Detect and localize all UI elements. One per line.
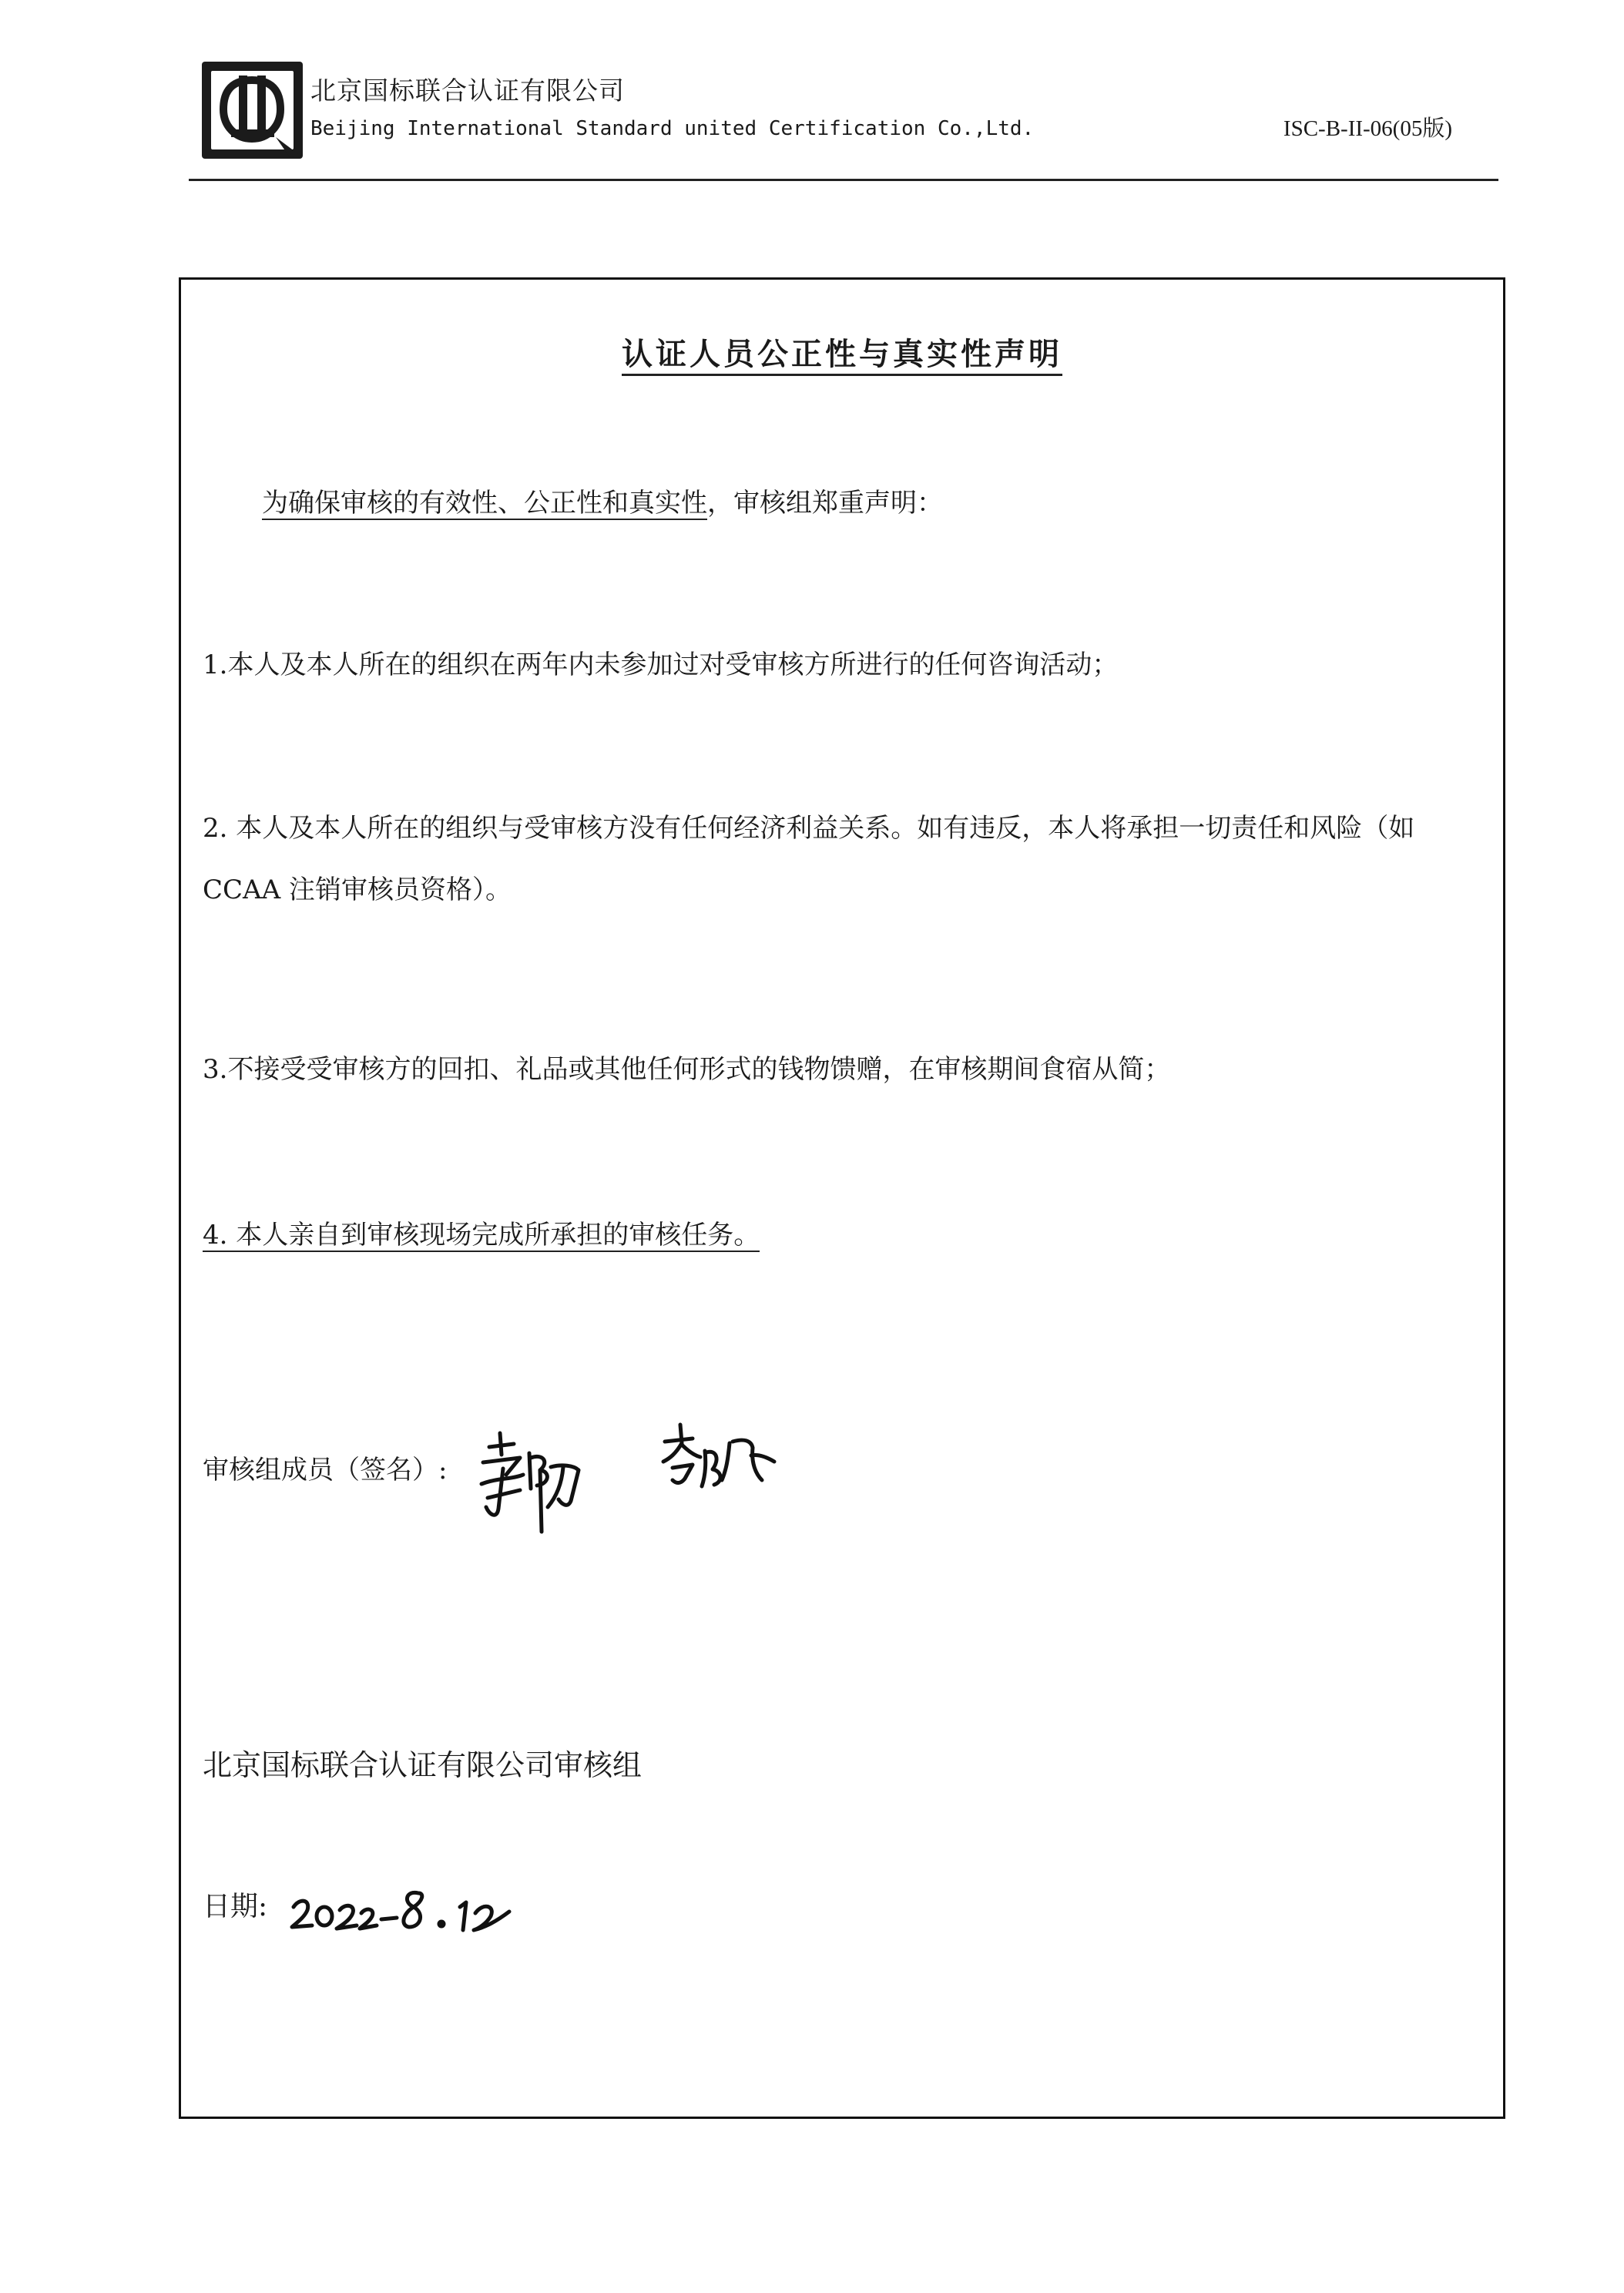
intro-paragraph [262,472,943,534]
declaration-title [181,330,1503,374]
audit-team-organization: 北京国标联合认证有限公司审核组 [203,1748,643,1782]
handwritten-signature-2 [659,1420,782,1505]
intro-rest-text: ，审核组郑重声明： [707,488,943,519]
declaration-item-1: 1.本人及本人所在的组织在两年内未参加过对受审核方所进行的任何咨询活动； [203,650,1119,680]
signature-label: 审核组成员（签名）: [203,1455,448,1486]
declaration-item-2: 2. 本人及本人所在的组织与受审核方没有任何经济利益关系。如有违反，本人将承担一切责任和风险（如 CCAA 注销审核员资格）。 [203,813,1415,905]
declaration-item-4 [203,1204,760,1266]
intro-underlined-text: 为确保审核的有效性、公正性和真实性 [262,488,707,519]
company-name-chinese: 北京国标联合认证有限公司 [310,76,625,106]
declaration-item-3: 3.不接受受审核方的回扣、礼品或其他任何形式的钱物馈赠，在审核期间食宿从简； [203,1054,1171,1085]
date-label: 日期: [203,1891,268,1922]
company-name-english: Beijing International Standard united Certification Co.,Ltd. [310,117,1035,140]
document-code: ISC-B-II-06(05版) [1283,116,1452,141]
company-seal-logo [200,60,304,160]
handwritten-date [289,1884,512,1942]
declaration-box [179,277,1505,2119]
letterhead [189,54,1498,185]
declaration-title-text: 认证人员公正性与真实性声明 [622,337,1062,376]
declaration-item-4-text: 4. 本人亲自到审核现场完成所承担的审核任务。 [203,1220,760,1251]
header-divider [189,179,1498,181]
handwritten-signature-1 [466,1424,589,1539]
